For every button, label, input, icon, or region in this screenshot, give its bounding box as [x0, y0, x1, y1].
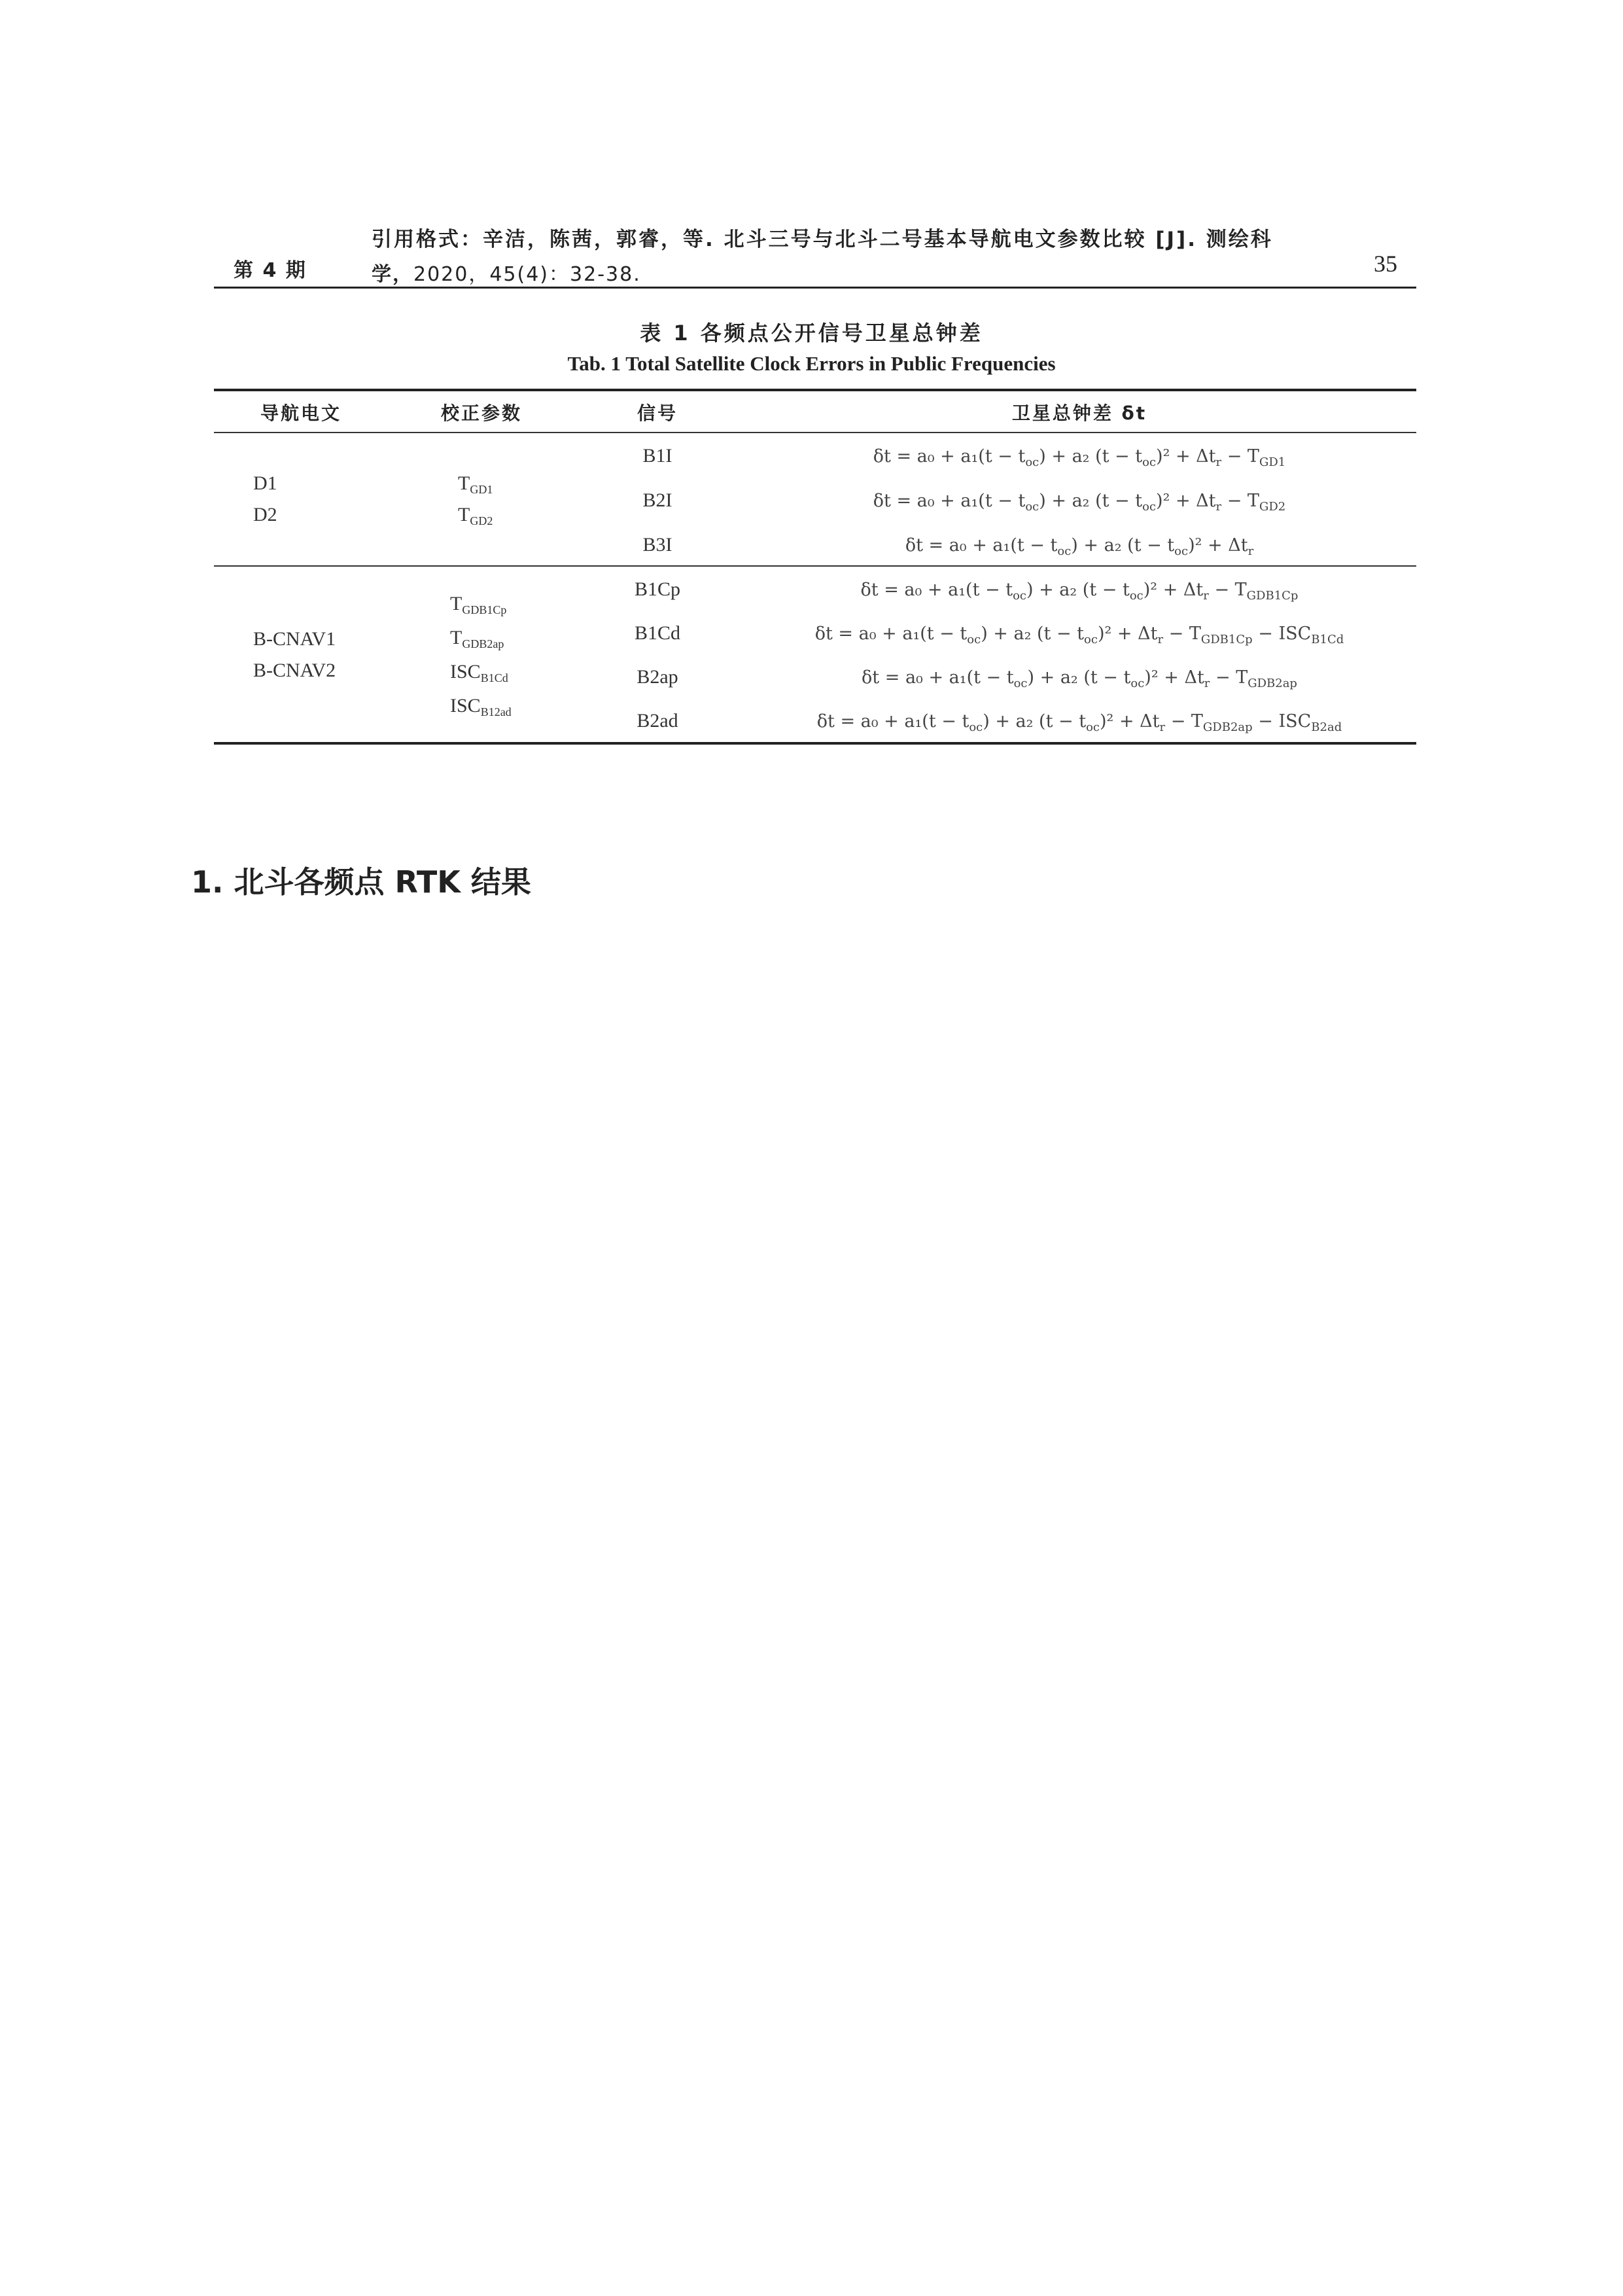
signal-b1cd: B1Cd [634, 622, 681, 644]
formula-b1cp: $\delta t = a_0 + a_1(t - t_{oc}) + a_2$ $(t - t_{oc})^2 + \Delta t_r - T_{GDB1Cp}$ [860, 580, 1299, 603]
page-number: 35 [1374, 251, 1397, 277]
message-b-cnav1: B-CNAV1 [253, 628, 336, 650]
message-d1: D1 [253, 472, 277, 494]
signal-b2i: B2I [642, 489, 672, 511]
param-tgd1: $T_{GD1}$ [458, 472, 493, 496]
signal-b1i: B1I [642, 445, 672, 467]
param-iscb1cd: $ISC_{B1Cd}$ [450, 661, 508, 684]
citation-line-2-bold: 学， [372, 263, 413, 286]
formula-b1cd: $\delta t = a_0 + a_1(t - t_{oc}) + a_2$ $(t - t_{oc})^2 + \Delta t_r - T_{GDB1Cp} - ISC_{B1Cd}$ [814, 624, 1344, 646]
formula-b2ap: $\delta t = a_0 + a_1(t - t_{oc}) + a_2$ $(t - t_{oc})^2 + \Delta t_r - T_{GDB2ap}$ [862, 667, 1297, 690]
param-tgdb1cp: $T_{GDB1Cp}$ [450, 593, 507, 616]
param-iscb12ad: $ISC_{B12ad}$ [450, 695, 512, 718]
formula-b2ad: $\delta t = a_0 + a_1(t - t_{oc}) + a_2$ $(t - t_{oc})^2 + \Delta t_r - T_{GDB2ap} - ISC_{B2ad}$ [816, 711, 1342, 734]
issue-number: 第 4 期 [234, 259, 307, 282]
table-caption-zh: 表 1 各频点公开信号卫星总钟差 [640, 321, 983, 345]
param-tgdb2ap: $T_{GDB2ap}$ [450, 627, 504, 650]
citation-line-2 [372, 258, 641, 287]
formula-b2i: $\delta t = a_0 + a_1(t - t_{oc}) + a_2$ $(t - t_{oc})^2 + \Delta t_r - T_{GD2}$ [873, 491, 1286, 514]
table-bottom-rule [214, 742, 1416, 745]
message-d2: D2 [253, 504, 277, 525]
header-rule [214, 287, 1416, 289]
signal-b1cp: B1Cp [634, 578, 681, 600]
col-header-signal: 信号 [637, 402, 678, 424]
param-tgd2: $T_{GD2}$ [458, 504, 493, 527]
table-top-rule [214, 389, 1416, 391]
signal-b3i: B3I [642, 534, 672, 556]
table-header-rule [214, 432, 1416, 433]
formula-b3i: $\delta t = a_0 + a_1(t - t_{oc}) + a_2$ $(t - t_{oc})^2 + \Delta t_r$ [905, 535, 1254, 558]
formula-b1i: $\delta t = a_0 + a_1(t - t_{oc}) + a_2$ $(t - t_{oc})^2 + \Delta t_r - T_{GD1}$ [873, 446, 1286, 469]
table-group-divider [214, 565, 1416, 567]
table-caption-en: Tab. 1 Total Satellite Clock Errors in Public Frequencies [567, 352, 1056, 375]
signal-b2ap: B2ap [637, 666, 678, 688]
citation-line-2-rest: 2020，45(4)：32-38. [413, 263, 641, 286]
col-header-message: 导航电文 [260, 402, 341, 424]
message-b-cnav2: B-CNAV2 [253, 660, 336, 681]
col-header-params: 校正参数 [440, 402, 522, 424]
section-heading: 1. 北斗各频点 RTK 结果 [191, 864, 531, 900]
col-header-clock-error: 卫星总钟差 δt [1011, 402, 1147, 424]
signal-b2ad: B2ad [637, 710, 678, 732]
citation-line-1: 引用格式：辛洁，陈茜，郭睿，等. 北斗三号与北斗二号基本导航电文参数比较 [J]. 测绘科 [372, 228, 1273, 251]
